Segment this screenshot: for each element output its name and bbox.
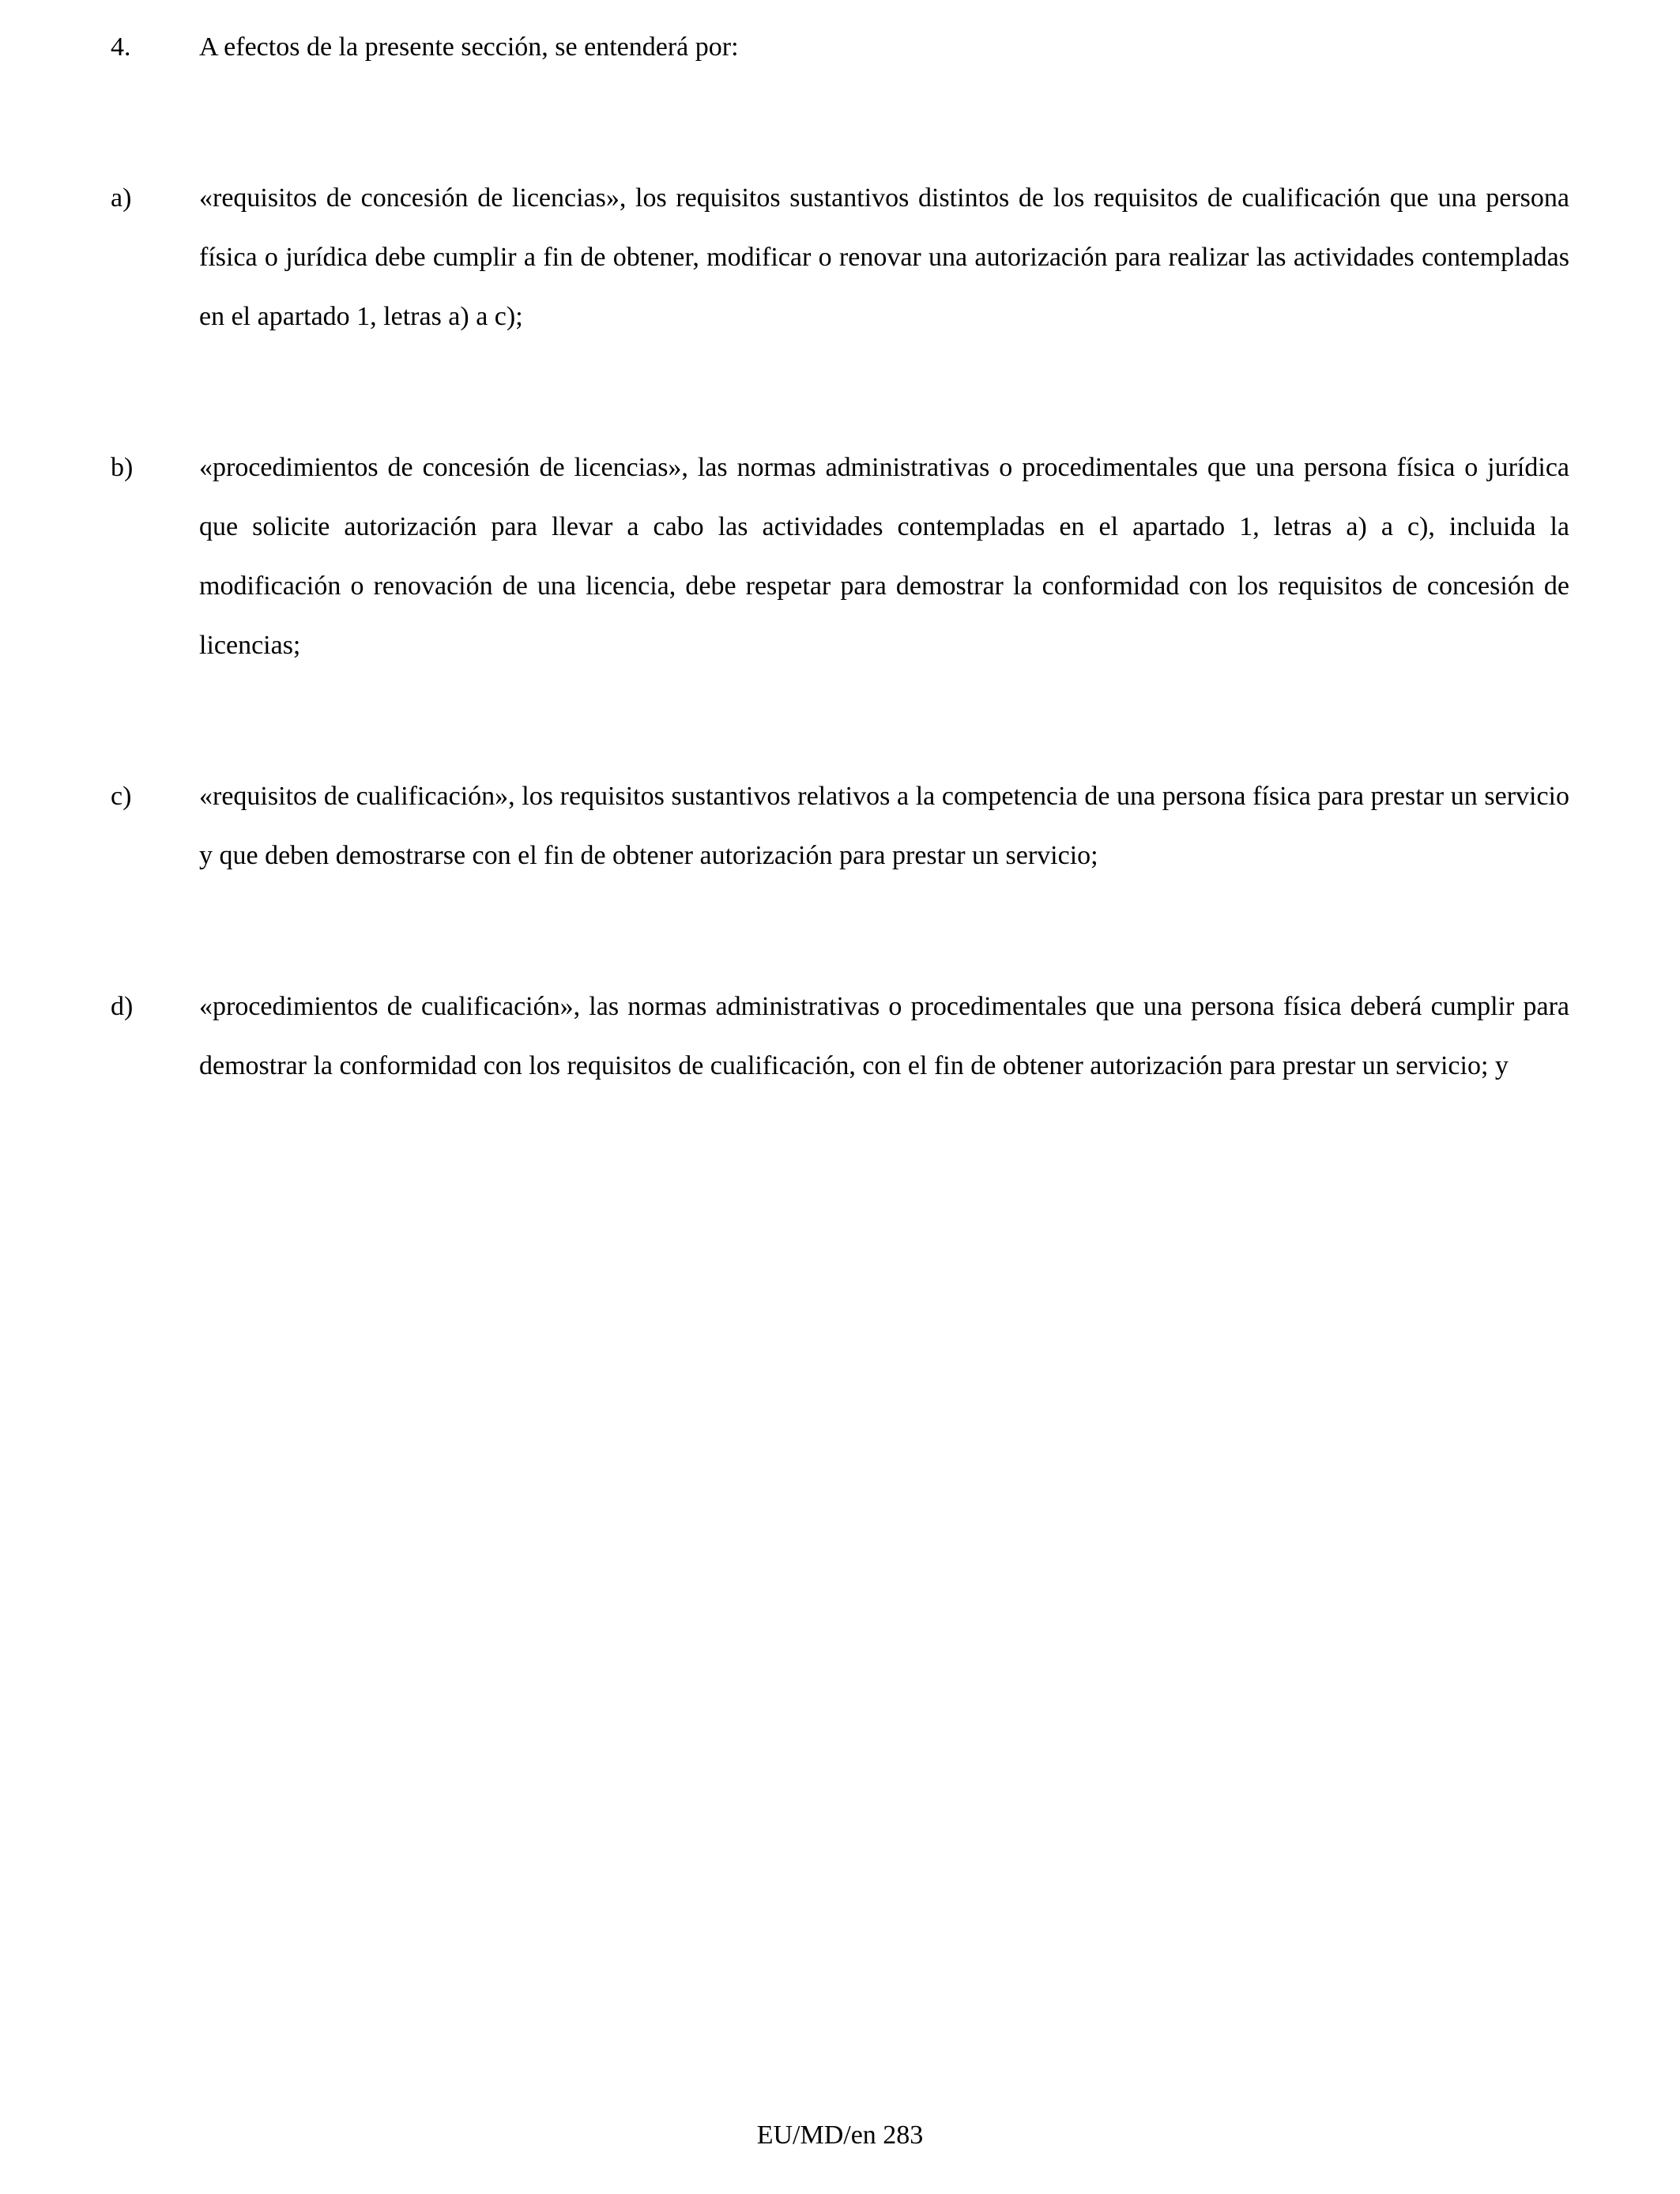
list-item-text: «procedimientos de concesión de licencias», las normas administrativas o procedimentales que una persona física o jurídica que solicite autorización para llevar a cabo las actividades contempladas en el apartado 1, letras a) a c), incluida la modificación o renovación de una licencia, debe respetar para demostrar la conformidad con los requisitos de concesión de licencias; <box>199 453 1569 660</box>
intro-number: 4. <box>111 32 131 62</box>
list-item-text: «requisitos de cualificación», los requisitos sustantivos relativos a la competencia de una persona física para prestar un servicio y que deben demostrarse con el fin de obtener autorización para prestar un servicio; <box>199 782 1569 870</box>
page-number: EU/MD/en 283 <box>756 2120 924 2150</box>
list-item-text: «procedimientos de cualificación», las normas administrativas o procedimentales que una persona física deberá cumplir para demostrar la conformidad con los requisitos de cualificación, con el fin de obtener autorización para prestar un servicio; y <box>199 992 1569 1080</box>
list-item-text: «requisitos de concesión de licencias», los requisitos sustantivos distintos de los requisitos de cualificación que una persona física o jurídica debe cumplir a fin de obtener, modificar o renovar una autorización para realizar las actividades contempladas en el apartado 1, letras a) a c); <box>199 183 1569 331</box>
list-item-marker: b) <box>111 453 134 482</box>
list-item-a <box>111 168 1569 346</box>
list-item-marker: c) <box>111 782 132 811</box>
list-item-d <box>111 977 1569 1095</box>
list-item-b <box>111 438 1569 675</box>
list-item-marker: a) <box>111 183 132 213</box>
list-item-marker: d) <box>111 992 134 1021</box>
list-item-c <box>111 767 1569 885</box>
page-footer <box>0 2120 1680 2151</box>
intro-paragraph <box>111 17 1569 77</box>
intro-text: A efectos de la presente sección, se entenderá por: <box>199 32 739 62</box>
